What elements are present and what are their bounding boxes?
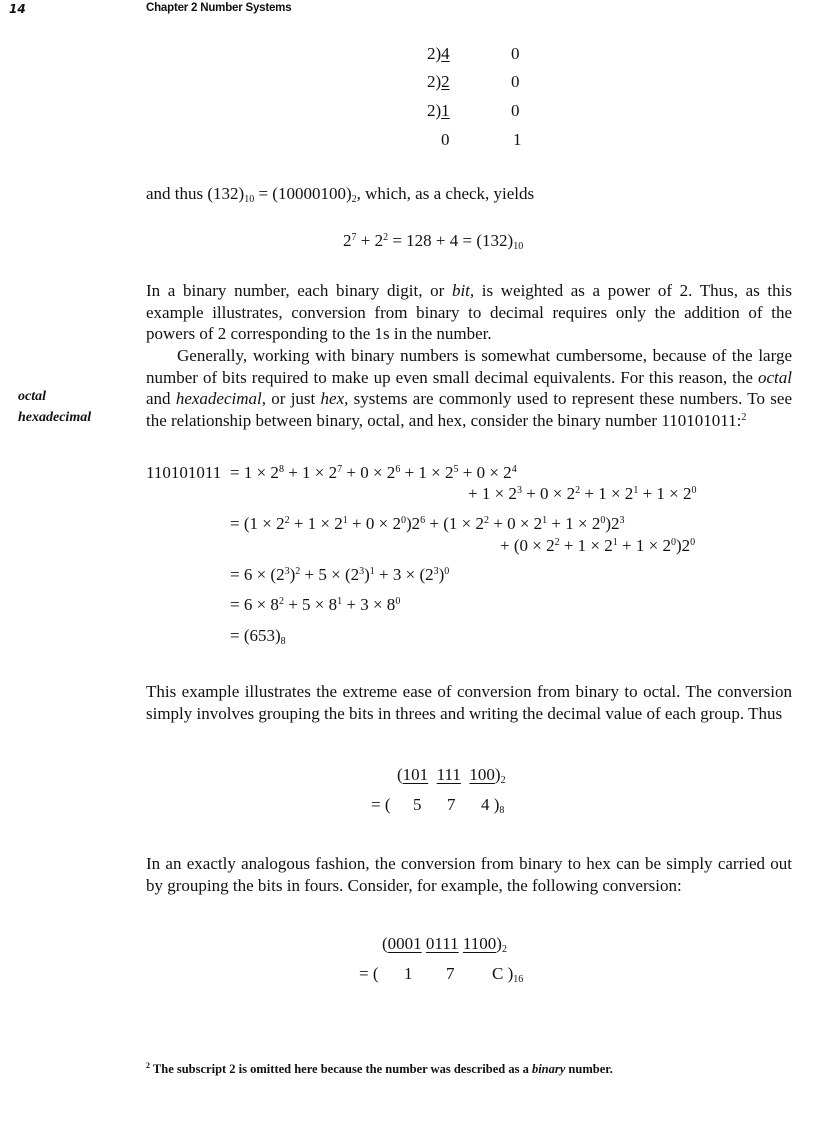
- hex-digit: 1: [404, 964, 413, 983]
- paragraph-bit: In a binary number, each binary digit, or bit, is weighted as a power of 2. Thus, as this example illustrates, conversion from binary to decimal requires only the addition of the powers of 2 corresponding to the 1s in the number.: [146, 281, 792, 344]
- expansion-lhs: 110101011: [146, 463, 222, 482]
- paragraph-result: and thus $(132)_{10} = (10000100)_2$, which, as a check, yields: [146, 184, 535, 205]
- expansion-line-5: = $6 \times (2^3)^2 + 5 \times (2^3)^1 + 3 \times (2^3)^0$: [230, 565, 450, 584]
- paragraph-octal-conversion: This example illustrates the extreme ease of conversion from binary to octal. The conversion simply involves grouping the bits in threes and writing the decimal value of each group. Thus: [146, 682, 792, 723]
- remainder: 0: [511, 72, 520, 91]
- remainder: 0: [511, 44, 520, 63]
- footnote: $^2$ The subscript 2 is omitted here because the number was described as a binary number.: [146, 1061, 613, 1076]
- page-number: 14: [9, 2, 26, 16]
- divisor: 2): [427, 72, 442, 91]
- term-octal: octal: [758, 367, 792, 387]
- expansion-line-2: + $1 \times 2^3 + 0 \times 2^2 + 1 \times 2^1 + 1 \times 2^0$: [468, 484, 697, 503]
- dividend: 4: [441, 44, 450, 63]
- division-row: [427, 102, 450, 119]
- expansion-line-3: = $(1 \times 2^2 + 1 \times 2^1 + 0 \times 2^0)2^6 + (1 \times 2^2 + 0 \times 2^1 + 1 \times 2^0)2^3$: [230, 514, 625, 533]
- check-equation: $2^7 + 2^2 = 128 + 4 = (132)_{10}$: [343, 231, 524, 252]
- divisor: 2): [427, 101, 442, 120]
- term-hexadecimal: hexadecimal,: [175, 389, 266, 409]
- running-head: Chapter 2 Number Systems: [146, 2, 292, 14]
- expansion-line-4: + $(0 \times 2^2 + 1 \times 2^1 + 1 \times 2^0)2^0$: [500, 536, 696, 555]
- term-bit: bit,: [451, 281, 475, 300]
- dividend: 1: [441, 101, 450, 120]
- octal-digit: 5: [413, 795, 422, 814]
- dividend: 2: [441, 72, 450, 91]
- footnote-ref: 2: [741, 411, 747, 423]
- expansion-line-7: = $(653)_8$: [230, 626, 286, 647]
- expansion-line-1: = $1 \times 2^8 + 1 \times 2^7 + 0 \times 2^6 + 1 \times 2^5 + 0 \times 2^4$: [230, 463, 517, 482]
- octal-grouping-result: = (: [371, 795, 391, 814]
- remainder: 0: [511, 101, 520, 120]
- expansion-line-6: = $6 \times 8^2 + 5 \times 8^1 + 3 \times 8^0$: [230, 595, 401, 614]
- remainder: 1: [513, 130, 522, 149]
- paragraph-octal-hex: Generally, working with binary numbers is somewhat cumbersome, because of the large number of bits required to make up even small decimal equivalents. For this reason, the octal and hexadecimal, or just hex, systems are commonly used to represent these numbers. To see the relationship between binary, octal, and hex, consider the binary number 110101011:$^2$: [146, 346, 792, 430]
- dividend: 0: [441, 130, 450, 149]
- term-hex: hex,: [320, 389, 349, 409]
- margin-note-hexadecimal: hexadecimal: [18, 410, 92, 425]
- hex-digit: 7: [446, 964, 455, 983]
- paragraph-hex-conversion: In an exactly analogous fashion, the conversion from binary to hex can be simply carried out by grouping the bits in fours. Consider, for example, the following conversion:: [146, 854, 792, 895]
- hex-grouping-binary: (0001 0111 $1100)_2$: [382, 934, 507, 955]
- divisor: 2): [427, 44, 442, 63]
- octal-grouping-binary: (101 111 $100)_2$: [397, 765, 506, 786]
- octal-digit: 4 )$_8$: [481, 795, 505, 816]
- division-row: [441, 131, 450, 148]
- division-row: [427, 73, 450, 90]
- hex-digit: C )$_{16}$: [492, 964, 524, 985]
- octal-digit: 7: [447, 795, 456, 814]
- margin-note-octal: octal: [18, 389, 46, 404]
- hex-grouping-result: = (: [359, 964, 379, 983]
- division-row: [427, 45, 450, 62]
